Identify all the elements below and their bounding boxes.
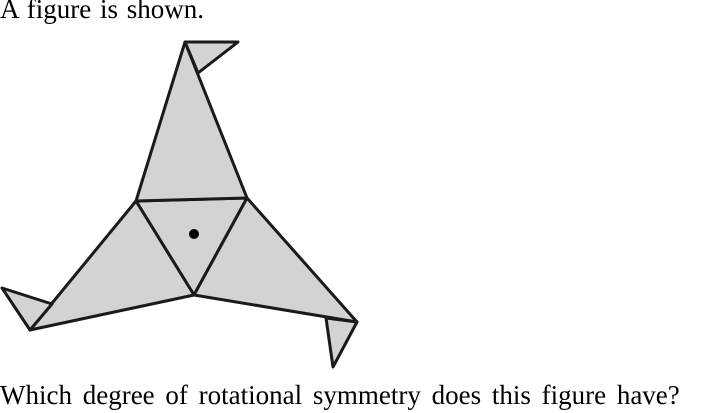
question-text: Which degree of rotational symmetry does this figure have? (0, 380, 680, 410)
center-dot (189, 229, 199, 239)
prompt-text: A figure is shown. (0, 0, 204, 24)
arm-top (136, 42, 247, 201)
flag-lower-right (326, 318, 357, 367)
